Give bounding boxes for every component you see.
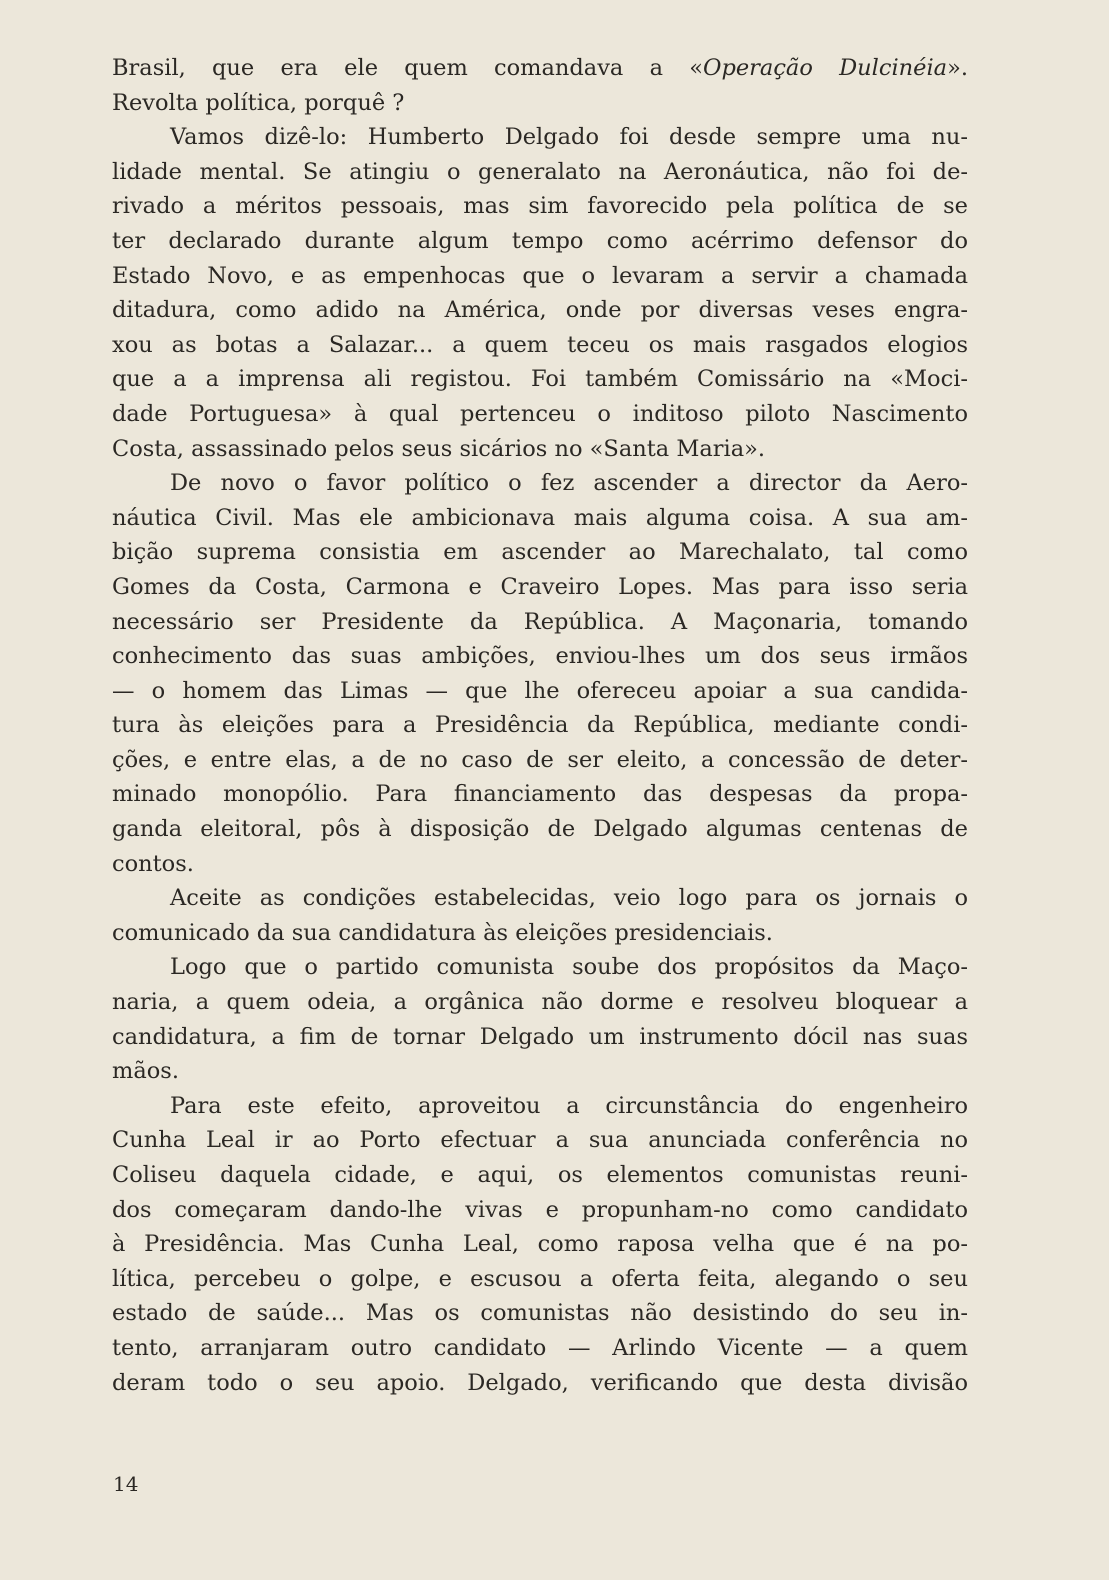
text-line: Revolta política, porquê ? (112, 89, 405, 116)
text-line: dos começaram dando-lhe vivas e propunham-no como candidato (112, 1196, 968, 1223)
text-line: Para este efeito, aproveitou a circunstância do engenheiro (170, 1092, 968, 1119)
body-text (112, 51, 968, 1400)
text-line: deram todo o seu apoio. Delgado, verificando que desta divisão (112, 1369, 968, 1396)
text-line: ditadura, como adido na América, onde por diversas veses engra- (112, 297, 968, 324)
page-number: 14 (113, 1472, 139, 1496)
text-line: mãos. (112, 1058, 179, 1085)
text-line: ções, e entre elas, a de no caso de ser eleito, a concessão de deter- (112, 746, 968, 773)
text-line: dade Portuguesa» à qual pertenceu o inditoso piloto Nascimento (112, 400, 968, 427)
text-line: lidade mental. Se atingiu o generalato na Aeronáutica, não foi de- (112, 158, 968, 185)
text-line: — o homem das Limas — que lhe ofereceu apoiar a sua candida- (112, 677, 968, 704)
text-line: ter declarado durante algum tempo como acérrimo defensor do (112, 227, 968, 254)
text-line: estado de saúde... Mas os comunistas não desistindo do seu in- (112, 1300, 968, 1327)
text-line: tento, arranjaram outro candidato — Arlindo Vicente — a quem (112, 1334, 968, 1361)
text-line: Cunha Leal ir ao Porto efectuar a sua anunciada conferência no (112, 1127, 968, 1154)
text-line: ganda eleitoral, pôs à disposição de Delgado algumas centenas de (112, 816, 968, 843)
line-after-title: ». (947, 55, 968, 81)
text-line: comunicado da sua candidatura às eleições presidenciais. (112, 919, 773, 946)
text-line: conhecimento das suas ambições, enviou-lhes um dos seus irmãos (112, 643, 968, 670)
text-line: náutica Civil. Mas ele ambicionava mais alguma coisa. A sua am- (112, 504, 968, 531)
text-line: Logo que o partido comunista soube dos propósitos da Maço- (170, 954, 968, 981)
text-line: tura às eleições para a Presidência da República, mediante condi- (112, 712, 968, 739)
text-line: lítica, percebeu o golpe, e escusou a oferta feita, alegando o seu (112, 1265, 968, 1292)
text-line: minado monopólio. Para financiamento das despesas da propa- (112, 781, 968, 808)
text-line: necessário ser Presidente da República. A Maçonaria, tomando (112, 608, 968, 635)
operation-title: Operação Dulcinéia (703, 55, 948, 81)
text-line (112, 51, 968, 86)
text-line: naria, a quem odeia, a orgânica não dorme e resolveu bloquear a (112, 989, 968, 1016)
text-line: Gomes da Costa, Carmona e Craveiro Lopes. Mas para isso seria (112, 573, 968, 600)
text-line: que a a imprensa ali registou. Foi também Comissário na «Moci- (112, 366, 968, 393)
text-line: Coliseu daquela cidade, e aqui, os elementos comunistas reuni- (112, 1162, 968, 1188)
text-line: Estado Novo, e as empenhocas que o levaram a servir a chamada (112, 262, 968, 289)
text-line: Vamos dizê-lo: Humberto Delgado foi desde sempre uma nu- (170, 124, 968, 151)
text-line: Aceite as condições estabelecidas, veio logo para os jornais o (170, 885, 968, 912)
text-line: xou as botas a Salazar... a quem teceu os mais rasgados elogios (112, 331, 968, 358)
text-line: à Presidência. Mas Cunha Leal, como raposa velha que é na po- (112, 1231, 968, 1258)
text-line: contos. (112, 850, 194, 877)
text-line: De novo o favor político o fez ascender a director da Aero- (170, 470, 968, 497)
text-line: bição suprema consistia em ascender ao Marechalato, tal como (112, 539, 968, 566)
text-line: rivado a méritos pessoais, mas sim favorecido pela política de se (112, 193, 968, 220)
text-line: Costa, assassinado pelos seus sicários no «Santa Maria». (112, 435, 766, 462)
text-line: candidatura, a fim de tornar Delgado um instrumento dócil nas suas (112, 1023, 968, 1050)
line-before-title: Brasil, que era ele quem comandava a « (112, 55, 703, 81)
